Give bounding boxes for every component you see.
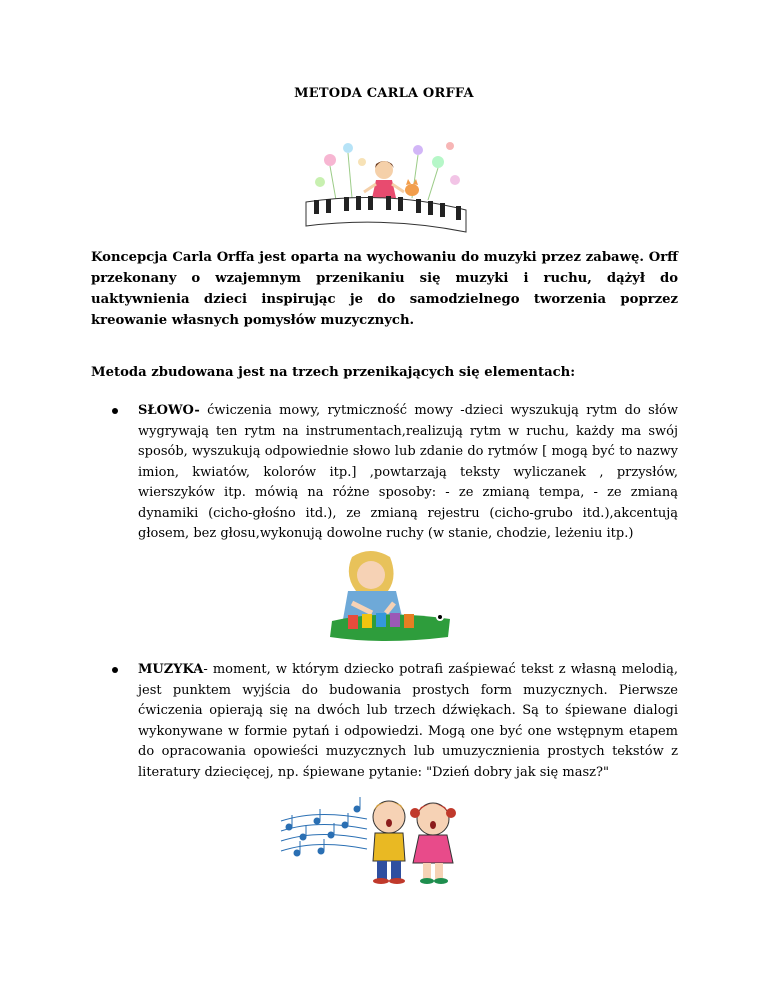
bullet-icon (112, 408, 118, 414)
list-item (91, 401, 678, 545)
piano-keys (306, 196, 466, 232)
music-notes-decoration (281, 797, 367, 856)
bullet-list (91, 660, 678, 783)
girl-figure (364, 161, 404, 198)
crocodile-xylophone (330, 613, 450, 641)
list-item-text: - moment, w którym dziecko potrafi zaśpiewać tekst z własną melodią, jest punktem wyjścia do budowania prostych form muzycznych. Pierwsze ćwiczenia opierają się na dwóch lub trzech dźwiękach. Są to śpiewane dialogi wykonywane w formie pytań i odpowiedzi. Mogą one być one wstępnym etapem do opracowania opowieści muzycznych lub umuzycznienia prostych tekstów z literatury dziecięcej, np. śpiewane pytanie: "Dzień dobry jak się masz?" (138, 662, 678, 780)
piano-keyboard-girl-illustration (300, 140, 472, 240)
list-item-term: SŁOWO- (138, 403, 200, 418)
cat-figure (405, 179, 419, 196)
intro-paragraph: Koncepcja Carla Orffa jest oparta na wychowaniu do muzyki przez zabawę. Orff przekonany o wzajemnym przenikaniu się muzyki i ruchu, dążył do uaktywnienia dzieci inspirując je do samodzielnego tworzenia poprzez kreowanie własnych pomysłów muzycznych. (91, 250, 678, 328)
section-heading: Metoda zbudowana jest na trzech przenikających się elementach: (91, 365, 576, 380)
list-item-text: ćwiczenia mowy, rytmiczność mowy -dzieci wyszukują rytm do słów wygrywają ten rytm na instrumentach,realizują rytm w ruchu, każdy ma swój sposób, wyszukują odpowiednie słowo lub zdanie do rytmów [ mogą być to nazwy imion, kwiatów, kolorów itp.] ,powtarzają teksty wyliczanek , przysłów, wierszyków itp. mówią na różne sposoby: - ze zmianą tempa, - ze zmianą dynamiki (cicho-głośno itd.), ze zmianą rejestru (cicho-grubo itd.),akcentują głosem, bez głosu,wykonują dowolne ruchy (w stanie, chodzie, leżeniu itp.) (138, 403, 678, 541)
girl-figure (410, 803, 456, 884)
bullet-list (91, 401, 678, 545)
singing-children-illustration (277, 791, 477, 887)
page-title: METODA CARLA ORFFA (294, 86, 474, 101)
boy-figure (373, 801, 405, 884)
list-item (91, 660, 678, 783)
list-item-term: MUZYKA (138, 662, 204, 677)
child-xylophone-photo (312, 547, 462, 647)
bullet-icon (112, 667, 118, 673)
